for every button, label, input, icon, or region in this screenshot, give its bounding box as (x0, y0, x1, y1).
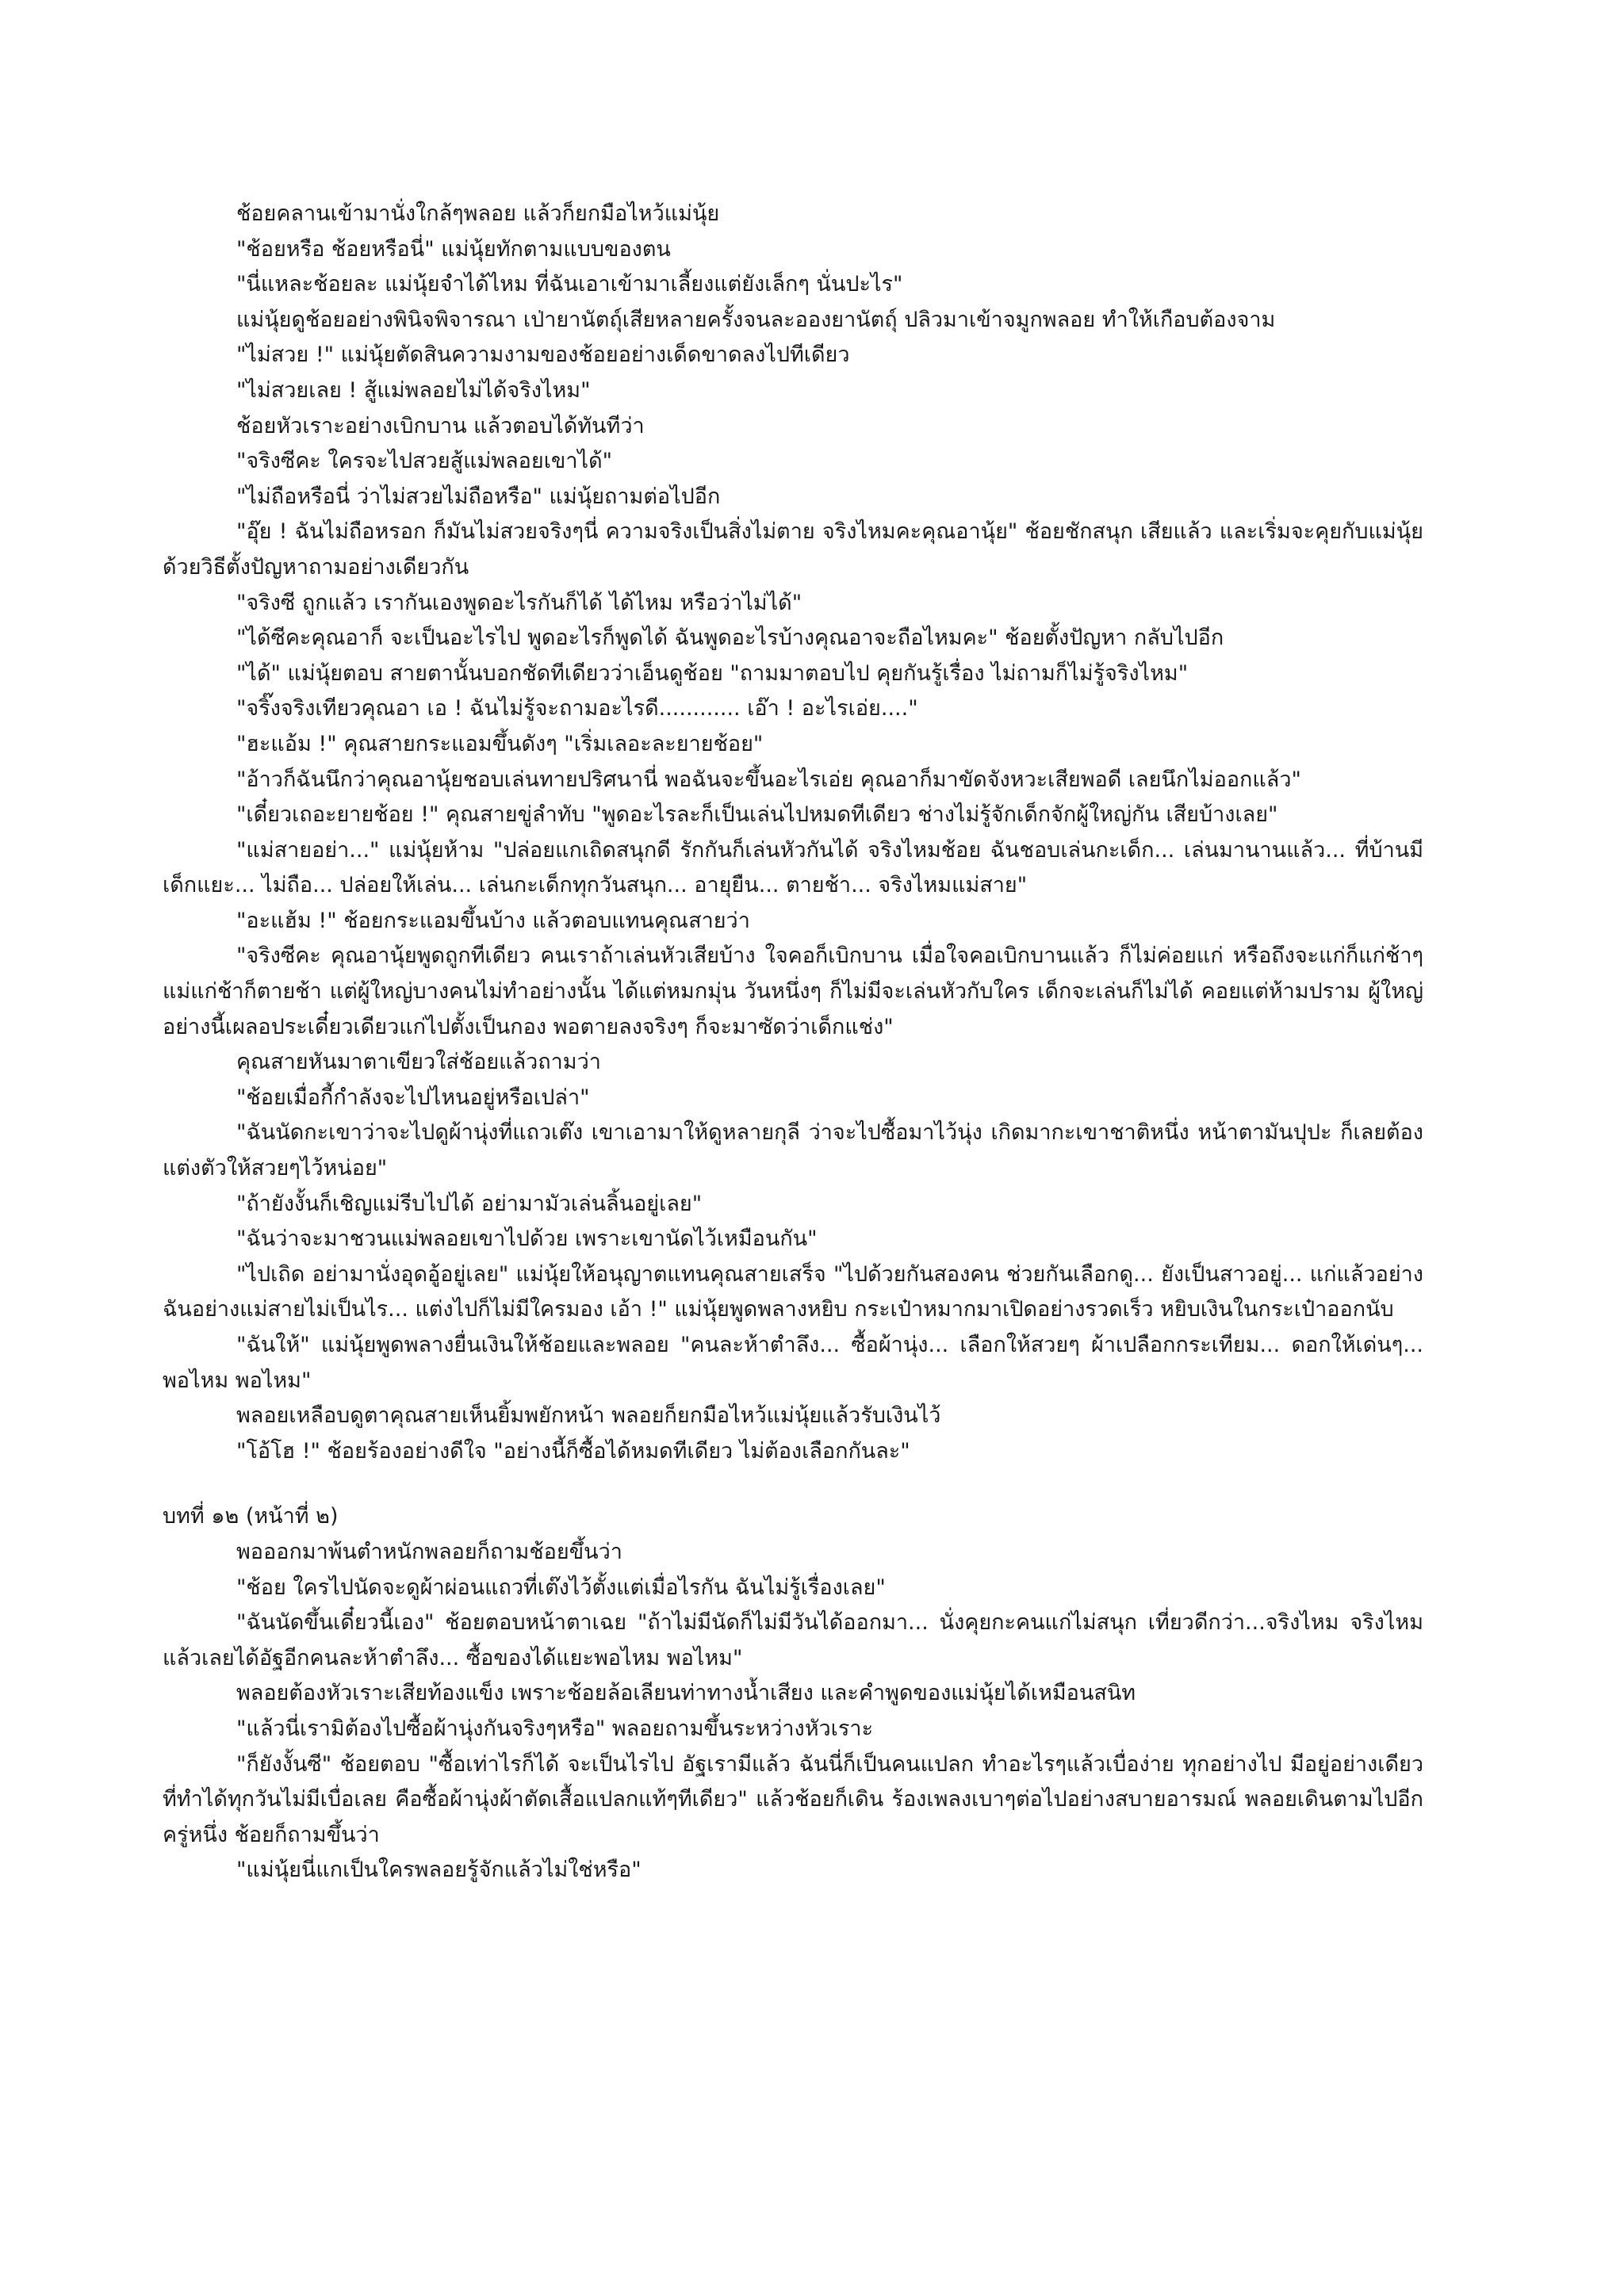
paragraph: "ถ้ายังงั้นก็เชิญแม่รีบไปได้ อย่ามามัวเล่นลิ้นอยู่เลย" (236, 1191, 703, 1216)
paragraph: "ช้อยเมื่อกี้กำลังจะไปไหนอยู่หรือเปล่า" (236, 1085, 590, 1110)
paragraph: "จริ๊งจริงเทียวคุณอา เอ ! ฉันไม่รู้จะถามอะไรดี............ เอ๊า ! อะไรเอ่ย...." (236, 696, 918, 721)
paragraph: พอออกมาพ้นตำหนักพลอยก็ถามช้อยขึ้นว่า (236, 1539, 622, 1564)
paragraph: "โอ้โฮ !" ช้อยร้องอย่างดีใจ "อย่างนี้ก็ซื้อได้หมดทีเดียว ไม่ต้องเลือกกันละ" (236, 1438, 910, 1464)
paragraph: "ไม่สวยเลย ! สู้แม่พลอยไม่ได้จริงไหม" (236, 377, 591, 403)
paragraph: "ก็ยังงั้นซี" ช้อยตอบ "ซื้อเท่าไรก็ได้ จะเป็นไรไป อัฐเรามีแล้ว ฉันนี่ก็เป็นคนแปลก ทำอะไรๆแล้วเบื่อง่าย ทุกอย่างไป มีอยู่อย่างเดียวที่ทำได้ทุกวันไม่มีเบื่อเลย คือซื้อผ้านุ่งผ้าตัดเสื้อแปลกแท้ๆทีเดียว" แล้วช้อยก็เดิน ร้องเพลงเบาๆต่อไปอย่างสบายอารมณ์ พลอยเดินตามไปอีกครู่หนึ่ง ช้อยก็ถามขึ้นว่า (163, 1751, 1423, 1847)
paragraph: "ฮะแอ้ม !" คุณสายกระแอมขึ้นดังๆ "เริ่มเลอะละยายช้อย" (236, 731, 764, 756)
paragraph: พลอยเหลือบดูตาคุณสายเห็นยิ้มพยักหน้า พลอยก็ยกมือไหว้แม่นุ้ยแล้วรับเงินไว้ (236, 1403, 941, 1429)
paragraph: "ได้" แม่นุ้ยตอบ สายตานั้นบอกชัดทีเดียวว่าเอ็นดูช้อย "ถามมาตอบไป คุยกันรู้เรื่อง ไม่ถามก็ไม่รู้จริงไหม" (236, 660, 1189, 686)
paragraph: คุณสายหันมาตาเขียวใส่ช้อยแล้วถามว่า (236, 1050, 601, 1075)
paragraph: "ช้อยหรือ ช้อยหรือนี่" แม่นุ้ยทักตามแบบของตน (236, 236, 671, 262)
section-2 (163, 1535, 1423, 1888)
paragraph: "ฉันนัดกะเขาว่าจะไปดูผ้านุ่งที่แถวเต๊ง เขาเอามาให้ดูหลายกุลี ว่าจะไปซื้อมาไว้นุ่ง เกิดมากะเขาชาติหนึ่ง หน้าตามันปุปะ ก็เลยต้องแต่งตัวให้สวยๆไว้หน่อย" (163, 1120, 1423, 1181)
paragraph: "ฉันว่าจะมาชวนแม่พลอยเขาไปด้วย เพราะเขานัดไว้เหมือนกัน" (236, 1226, 818, 1252)
paragraph: "อะแฮ้ม !" ช้อยกระแอมขึ้นบ้าง แล้วตอบแทนคุณสายว่า (236, 908, 750, 933)
paragraph: "ช้อย ใครไปนัดจะดูผ้าผ่อนแถวที่เต๊งไว้ตั้งแต่เมื่อไรกัน ฉันไม่รู้เรื่องเลย" (236, 1575, 886, 1600)
paragraph: "ไม่ถือหรือนี่ ว่าไม่สวยไม่ถือหรือ" แม่นุ้ยถามต่อไปอีก (236, 484, 721, 509)
paragraph: "แล้วนี่เรามิต้องไปซื้อผ้านุ่งกันจริงๆหรือ" พลอยถามขึ้นระหว่างหัวเราะ (236, 1716, 874, 1741)
paragraph: "แม่สายอย่า..." แม่นุ้ยห้าม "ปล่อยแกเถิดสนุกดี รักกันก็เล่นหัวกันได้ จริงไหมช้อย ฉันชอบเล่นกะเด็ก... เล่นมานานแล้ว... ที่บ้านมีเด็กแยะ... ไม่ถือ... ปล่อยให้เล่น... เล่นกะเด็กทุกวันสนุก... อายุยืน... ตายช้า... จริงไหมแม่สาย" (163, 837, 1423, 898)
section-1 (163, 197, 1423, 1469)
paragraph: ช้อยคลานเข้ามานั่งใกล้ๆพลอย แล้วก็ยกมือไหว้แม่นุ้ย (236, 201, 720, 226)
paragraph: "ได้ซีคะคุณอาก็ จะเป็นอะไรไป พูดอะไรก็พูดได้ ฉันพูดอะไรบ้างคุณอาจะถือไหมคะ" ช้อยตั้งปัญหา กลับไปอีก (236, 626, 1224, 651)
paragraph: "อ้าวก็ฉันนึกว่าคุณอานุ้ยชอบเล่นทายปริศนานี่ พอฉันจะขึ้นอะไรเอ่ย คุณอาก็มาขัดจังหวะเสียพอดี เลยนึกไม่ออกแล้ว" (236, 767, 1301, 792)
paragraph: "นี่แหละช้อยละ แม่นุ้ยจำได้ไหม ที่ฉันเอาเข้ามาเลี้ยงแต่ยังเล็กๆ นั่นปะไร" (236, 272, 903, 297)
paragraph: ช้อยหัวเราะอย่างเบิกบาน แล้วตอบได้ทันทีว่า (236, 413, 645, 438)
paragraph: "ไม่สวย !" แม่นุ้ยตัดสินความงามของช้อยอย่างเด็ดขาดลงไปทีเดียว (236, 342, 850, 368)
paragraph: "จริงซีคะ ใครจะไปสวยสู้แม่พลอยเขาได้" (236, 449, 613, 474)
novel-body-text (163, 197, 1423, 1888)
paragraph: "แม่นุ้ยนี่แกเป็นใครพลอยรู้จักแล้วไม่ใช่หรือ" (236, 1858, 642, 1883)
paragraph: "เดี๋ยวเถอะยายช้อย !" คุณสายขู่ลำทับ "พูดอะไรละก็เป็นเล่นไปหมดทีเดียว ช่างไม่รู้จักเด็กจักผู้ใหญ่กัน เสียบ้างเลย" (236, 802, 1278, 828)
chapter-heading: บทที่ ๑๒ (หน้าที่ ๒) (163, 1504, 339, 1529)
paragraph: "อุ๊ย ! ฉันไม่ถือหรอก ก็มันไม่สวยจริงๆนี่ ความจริงเป็นสิ่งไม่ตาย จริงไหมคะคุณอานุ้ย" ช้อยชักสนุก เสียแล้ว และเริ่มจะคุยกับแม่นุ้ย ด้วยวิธีตั้งปัญหาถามอย่างเดียวกัน (163, 519, 1423, 580)
paragraph: "ฉันนัดขึ้นเดี๋ยวนี้เอง" ช้อยตอบหน้าตาเฉย "ถ้าไม่มีนัดก็ไม่มีวันได้ออกมา... นั่งคุยกะคนแก่ไม่สนุก เที่ยวดีกว่า...จริงไหม จริงไหม แล้วเลยได้อัฐอีกคนละห้าตำลึง... ซื้อของได้แยะพอไหม พอไหม" (163, 1610, 1423, 1670)
paragraph: "จริงซีคะ คุณอานุ้ยพูดถูกทีเดียว คนเราถ้าเล่นหัวเสียบ้าง ใจคอก็เบิกบาน เมื่อใจคอเบิกบานแล้ว ก็ไม่ค่อยแก่ หรือถึงจะแก่ก็แก่ช้าๆ แม่แก่ช้าก็ตายช้า แต่ผู้ใหญ่บางคนไม่ทำอย่างนั้น ได้แต่หมกมุ่น วันหนึ่งๆ ก็ไม่มีจะเล่นหัวกับใคร เด็กจะเล่นก็ไม่ได้ คอยแต่ห้ามปราม ผู้ใหญ่อย่างนี้เผลอประเดี๋ยวเดียวแก่ไปตั้งเป็นกอง พอตายลงจริงๆ ก็จะมาซัดว่าเด็กแช่ง" (163, 943, 1423, 1039)
paragraph: แม่นุ้ยดูช้อยอย่างพินิจพิจารณา เป่ายานัตถุ์เสียหลายครั้งจนละอองยานัตถุ์ ปลิวมาเข้าจมูกพลอย ทำให้เกือบต้องจาม (236, 307, 1276, 332)
paragraph: "ฉันให้" แม่นุ้ยพูดพลางยื่นเงินให้ช้อยและพลอย "คนละห้าตำลึง... ซื้อผ้านุ่ง... เลือกให้สวยๆ ผ้าเปลือกกระเทียม... ดอกให้เด่นๆ... พอไหม พอไหม" (163, 1333, 1423, 1393)
paragraph: "ไปเถิด อย่ามานั่งอุดอู้อยู่เลย" แม่นุ้ยให้อนุญาตแทนคุณสายเสร็จ "ไปด้วยกันสองคน ช่วยกันเลือกดู... ยังเป็นสาวอยู่... แก่แล้วอย่างฉันอย่างแม่สายไม่เป็นไร... แต่งไปก็ไม่มีใครมอง เอ้า !" แม่นุ้ยพูดพลางหยิบ กระเป๋าหมากมาเปิดอย่างรวดเร็ว หยิบเงินในกระเป๋าออกนับ (163, 1261, 1423, 1322)
paragraph: พลอยต้องหัวเราะเสียท้องแข็ง เพราะช้อยล้อเลียนท่าทางน้ำเสียง และคำพูดของแม่นุ้ยได้เหมือนสนิท (236, 1681, 1136, 1706)
paragraph: "จริงซี ถูกแล้ว เรากันเองพูดอะไรกันก็ได้ ได้ไหม หรือว่าไม่ได้" (236, 590, 802, 615)
